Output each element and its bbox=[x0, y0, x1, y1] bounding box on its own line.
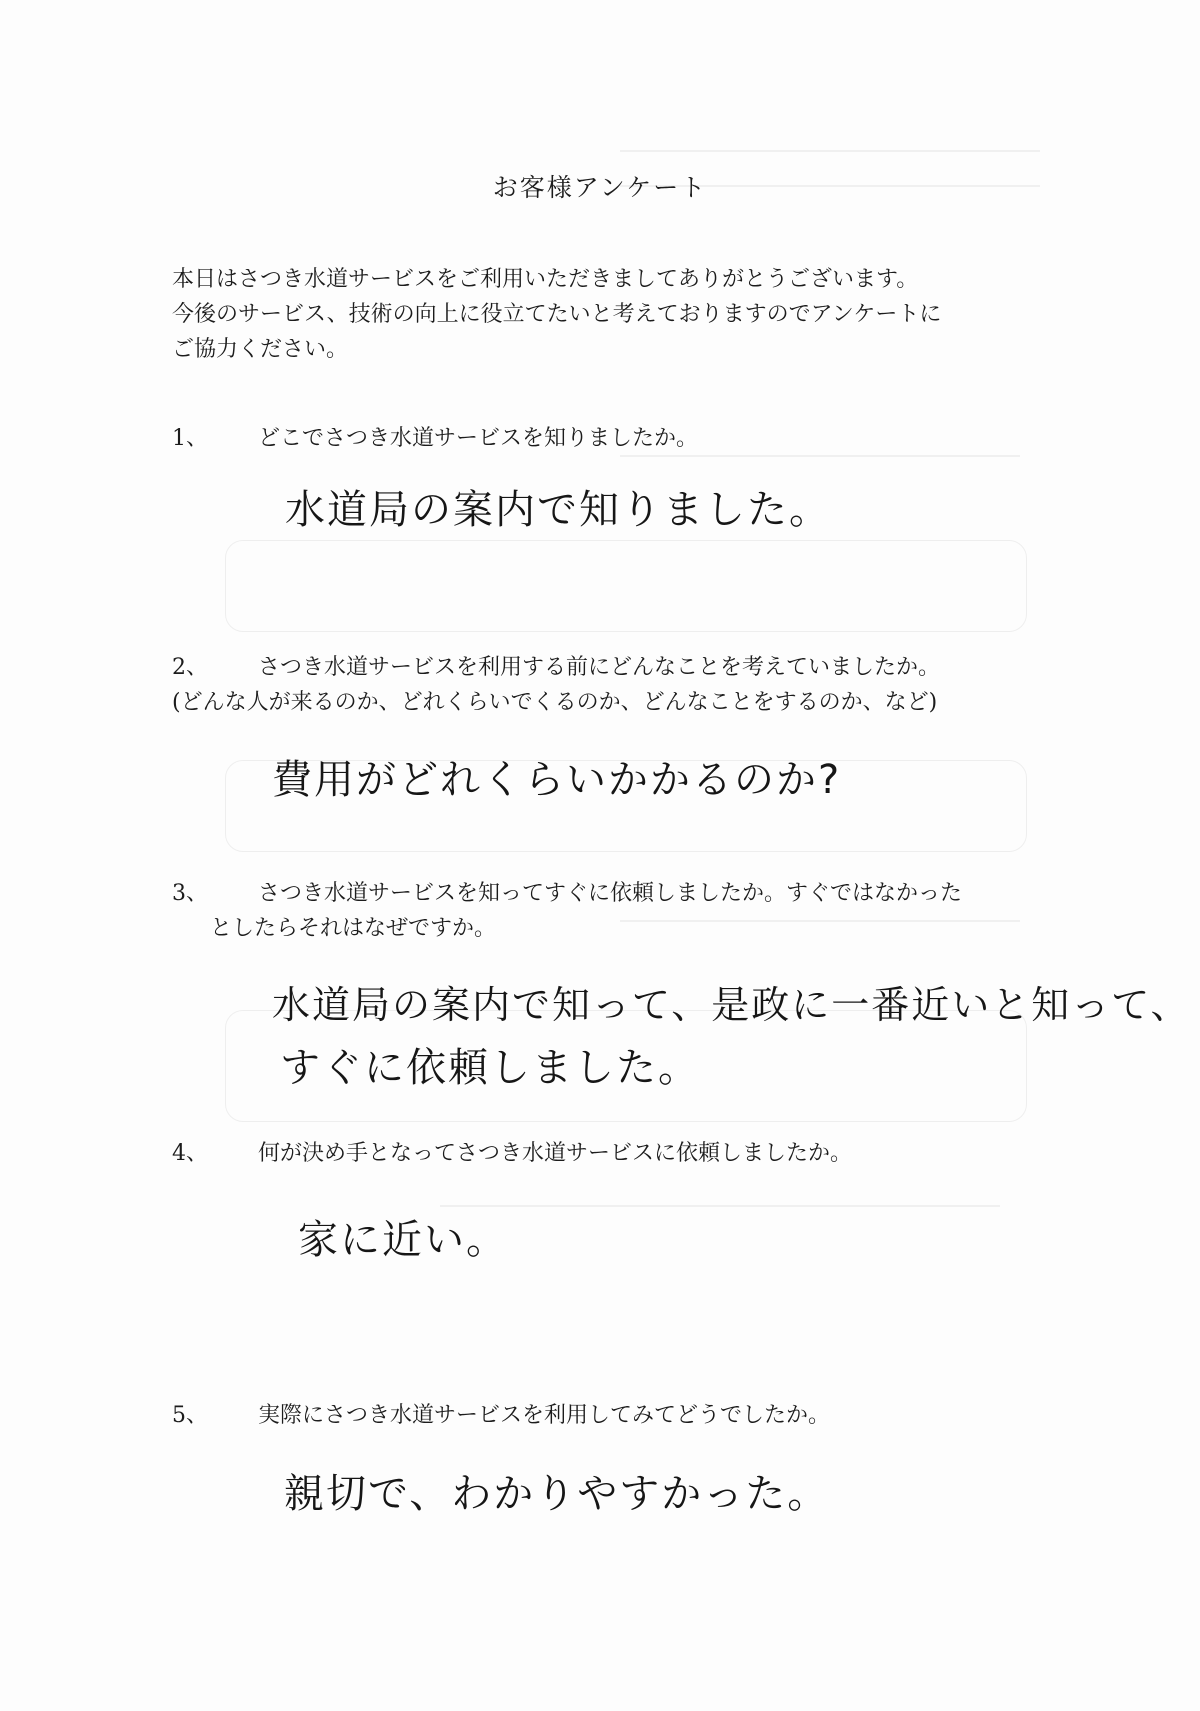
page-title: お客様アンケート bbox=[492, 173, 708, 202]
question-3-number: 3、 bbox=[172, 881, 208, 906]
reverse-side-line-1 bbox=[620, 150, 1040, 152]
reverse-side-line-4 bbox=[620, 920, 1020, 922]
intro-text bbox=[172, 262, 1072, 367]
question-3-text: さつき水道サービスを知ってすぐに依頼しましたか。すぐではなかった bbox=[258, 881, 963, 906]
question-2-note: (どんな人が来るのか、どれくらいでくるのか、どんなことをするのか、など) bbox=[172, 690, 938, 715]
question-1-number: 1、 bbox=[172, 426, 208, 451]
question-3-answer-line-1: 水道局の案内で知って、是政に一番近いと知って、 bbox=[272, 983, 1191, 1027]
reverse-side-line-5 bbox=[440, 1205, 1000, 1207]
question-1-text: どこでさつき水道サービスを知りましたか。 bbox=[258, 426, 699, 451]
reverse-side-box-1 bbox=[225, 540, 1027, 632]
question-4-text: 何が決め手となってさつき水道サービスに依頼しましたか。 bbox=[258, 1141, 853, 1166]
question-5-answer: 親切で、わかりやすかった。 bbox=[284, 1471, 830, 1517]
question-1-answer: 水道局の案内で知りました。 bbox=[285, 487, 831, 533]
question-5-number: 5、 bbox=[172, 1403, 208, 1428]
question-3-answer-line-2: すぐに依頼しました。 bbox=[280, 1045, 700, 1091]
question-3-text-continued: としたらそれはなぜですか。 bbox=[210, 916, 497, 941]
question-2-number: 2、 bbox=[172, 655, 208, 680]
question-5-text: 実際にさつき水道サービスを利用してみてどうでしたか。 bbox=[258, 1403, 831, 1428]
question-4-number: 4、 bbox=[172, 1141, 208, 1166]
reverse-side-line-3 bbox=[620, 455, 1020, 457]
question-2-answer: 費用がどれくらいかかるのか? bbox=[272, 757, 842, 803]
intro-line-2: 今後のサービス、技術の向上に役立てたいと考えておりますのでアンケートに bbox=[172, 302, 942, 327]
intro-line-3: ご協力ください。 bbox=[172, 337, 349, 362]
intro-line-1: 本日はさつき水道サービスをご利用いただきましてありがとうございます。 bbox=[172, 267, 919, 292]
question-4-answer: 家に近い。 bbox=[298, 1217, 508, 1263]
question-2-text: さつき水道サービスを利用する前にどんなことを考えていましたか。 bbox=[258, 655, 941, 680]
